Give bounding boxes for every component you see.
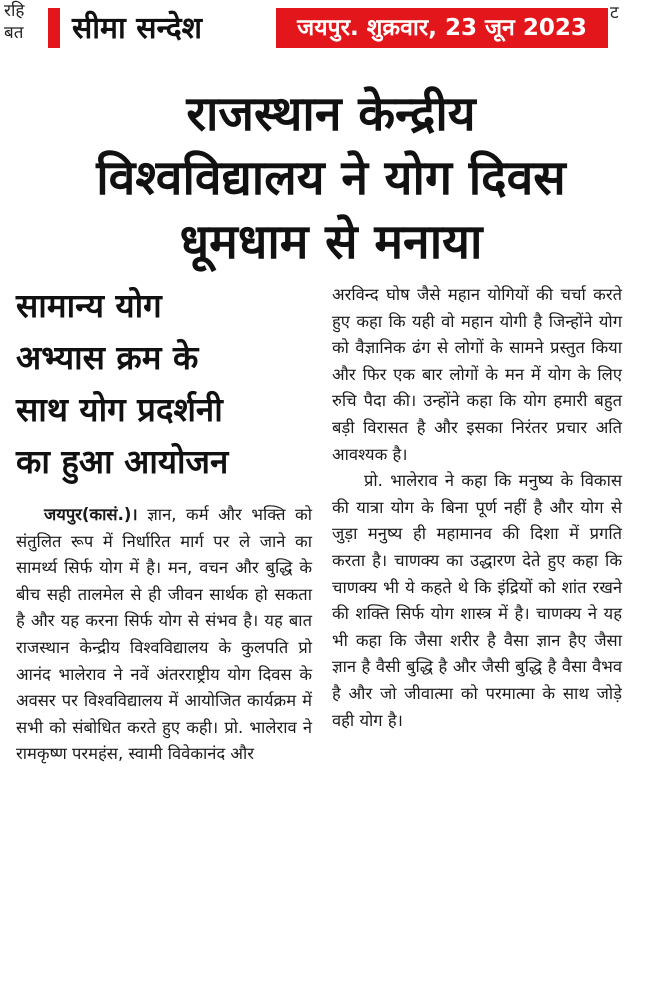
article-subheadline — [16, 280, 316, 488]
subhead-line: साथ योग प्रदर्शनी — [16, 390, 223, 429]
article-headline — [18, 82, 644, 274]
edge-fragment-line: बत — [4, 23, 24, 43]
adjacent-article-fragment — [0, 0, 52, 52]
subhead-line: का हुआ आयोजन — [16, 442, 229, 481]
adjacent-article-fragment-right: ट — [610, 3, 619, 22]
newspaper-name: सीमा सन्देश — [72, 11, 203, 46]
body-paragraph — [16, 502, 312, 768]
subhead-line: सामान्य योग — [16, 286, 162, 325]
subhead-line: अभ्यास क्रम के — [16, 338, 199, 377]
body-column-left — [16, 502, 312, 768]
body-column-right — [332, 282, 622, 734]
body-paragraph: प्रो. भालेराव ने कहा कि मनुष्य के विकास की यात्रा योग के बिना पूर्ण नहीं है और योग से जुड़ा मनुष्य ही महामानव की दिशा में प्रगति करता है। चाणक्य का उद्धारण देते हुए कहा कि चाणक्य भी ये कहते थे कि इंद्रियों को शांत रखने की शक्ति सिर्फ योग शास्त्र में है। चाणक्य ने यह भी कहा कि जैसा शरीर है वैसा ज्ञान हैए जैसा ज्ञान है वैसी बुद्धि है और जैसी बुद्धि है वैसा वैभव है और जो जीवात्मा को परमात्मा के साथ जोड़े वही योग है। — [332, 471, 622, 730]
headline-line: राजस्थान केन्द्रीय — [186, 86, 476, 142]
headline-line: धूमधाम से मनाया — [179, 214, 483, 270]
headline-line: विश्वविद्यालय ने योग दिवस — [96, 150, 566, 206]
masthead-accent-bar — [48, 8, 60, 48]
body-paragraph: अरविन्द घोष जैसे महान योगियों की चर्चा करते हुए कहा कि यही वो महान योगी है जिन्होंने योग को वैज्ञानिक ढंग से लोगों के सामने प्रस्तुत किया और फिर एक बार लोगों के मन में योग के लिए रुचि पैदा की। उन्होंने कहा कि योग हमारी बहुत बड़ी विरासत है और इसका निरंतर प्रचार अति आवश्यक है। — [332, 285, 622, 464]
byline: जयपुर(कासं.)। — [44, 505, 138, 524]
body-text: ज्ञान, कर्म और भक्ति को संतुलित रूप में निर्धारित मार्ग पर ले जाने का सामर्थ्य सिर्फ योग में है। मन, वचन और बुद्धि के बीच सही तालमेल से ही जीवन सार्थक हो सकता है और यह करना सिर्फ योग से संभव है। यह बात राजस्थान केन्द्रीय विश्वविद्यालय के कुलपति प्रो आनंद भालेराव ने नवें अंतरराष्ट्रीय योग दिवस के अवसर पर विश्वविद्यालय में आयोजित कार्यक्रम में सभी को संबोधित करते हुए कही। प्रो. भालेराव ने रामकृष्ण परमहंस, स्वामी विवेकानंद और — [16, 505, 312, 764]
dateline-banner: जयपुर. शुक्रवार, 23 जून 2023 — [276, 8, 608, 48]
edge-fragment-line: रहि — [4, 1, 25, 21]
